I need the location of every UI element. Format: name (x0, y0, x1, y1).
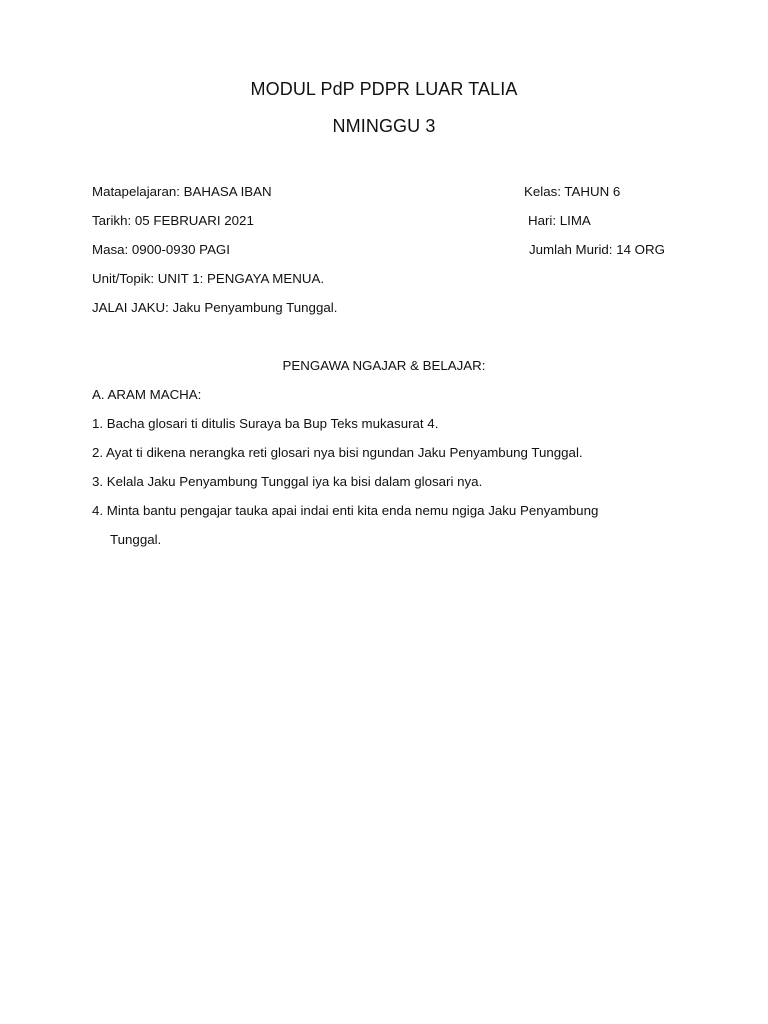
step-item: 4. Minta bantu pengajar tauka apai indai enti kita enda nemu ngiga Jaku Penyambung (92, 503, 599, 518)
activities-heading: PENGAWA NGAJAR & BELAJAR: (282, 358, 486, 373)
document-title: MODUL PdP PDPR LUAR TALIA (250, 79, 518, 99)
step-item: 1. Bacha glosari ti ditulis Suraya ba Bup Teks mukasurat 4. (92, 416, 439, 431)
step-item: 2. Ayat ti dikena nerangka reti glosari nya bisi ngundan Jaku Penyambung Tunggal. (92, 445, 583, 460)
unit-field: Unit/Topik: UNIT 1: PENGAYA MENUA. (92, 271, 325, 286)
subject-field: Matapelajaran: BAHASA IBAN (92, 184, 272, 199)
step-item-continued: Tunggal. (110, 532, 162, 547)
skill-field: JALAI JAKU: Jaku Penyambung Tunggal. (92, 300, 338, 315)
class-field: Kelas: TAHUN 6 (524, 184, 621, 199)
section-label: A. ARAM MACHA: (92, 387, 202, 402)
time-field: Masa: 0900-0930 PAGI (92, 242, 230, 257)
document-subtitle: NMINGGU 3 (332, 116, 436, 136)
day-field: Hari: LIMA (528, 213, 591, 228)
students-field: Jumlah Murid: 14 ORG (529, 242, 665, 257)
date-field: Tarikh: 05 FEBRUARI 2021 (92, 213, 254, 228)
step-item: 3. Kelala Jaku Penyambung Tunggal iya ka bisi dalam glosari nya. (92, 474, 483, 489)
